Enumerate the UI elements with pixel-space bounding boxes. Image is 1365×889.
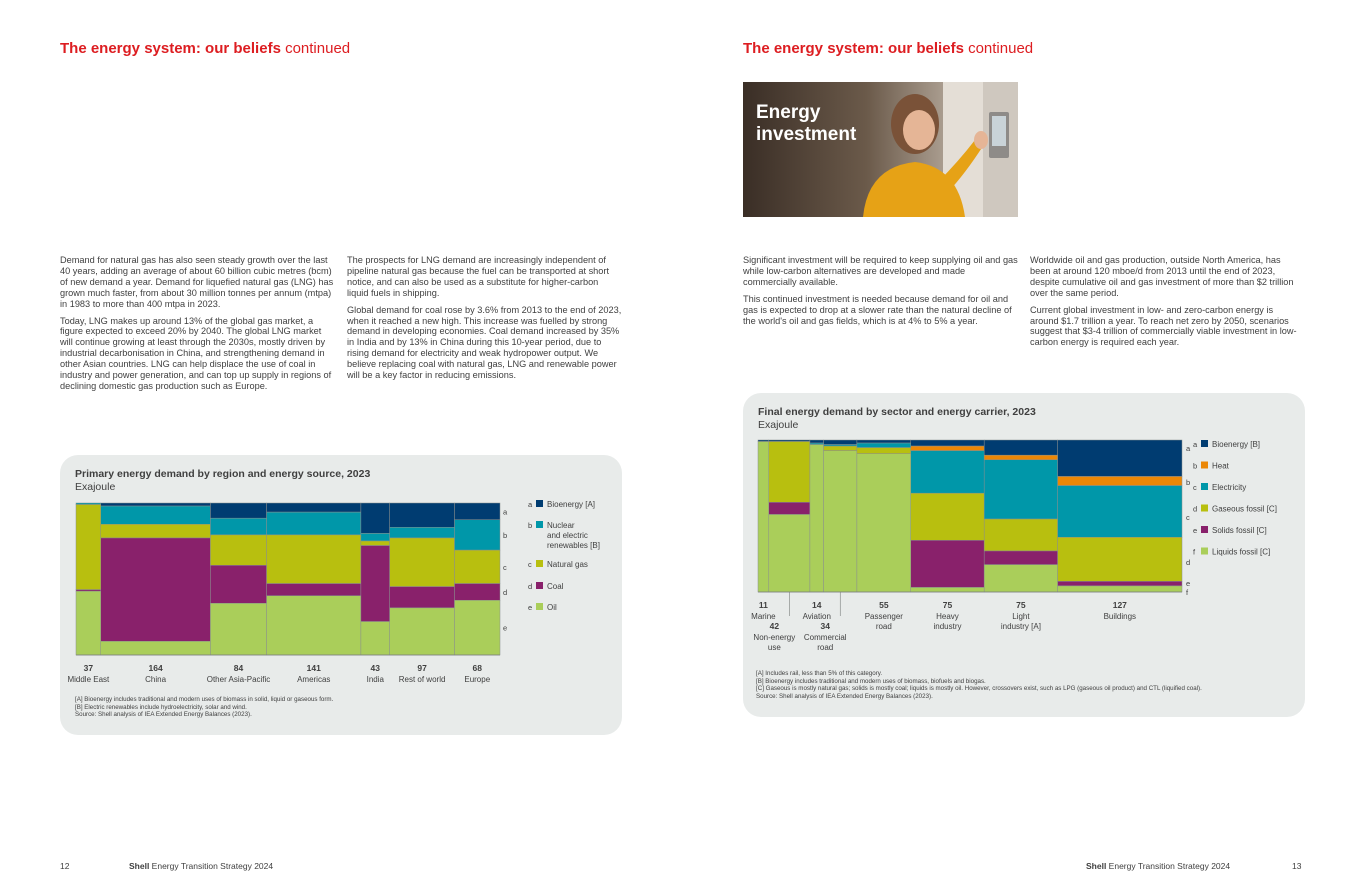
segment-letter: b <box>1186 478 1191 487</box>
segment-letter: a <box>503 507 508 517</box>
legend-letter: d <box>528 582 533 591</box>
bar-segment <box>267 596 361 655</box>
legend-swatch <box>536 500 543 507</box>
bar-segment <box>267 584 361 596</box>
chart-source: Source: Shell analysis of IEA Extended Energy Balances (2023). <box>75 711 252 719</box>
bar-segment <box>911 440 984 446</box>
chart-panel-final-energy <box>743 393 1305 717</box>
chart-unit: Exajoule <box>75 481 116 493</box>
text-column-1 <box>743 255 1019 332</box>
category-label: Passenger <box>864 612 903 621</box>
footnote: [B] Bioenergy includes traditional and modern uses of biomass, biofuels and biogas. <box>756 677 986 685</box>
bar-segment <box>267 512 361 535</box>
legend-label: Nuclear <box>547 521 575 530</box>
bar-segment <box>210 603 266 655</box>
legend-label: Bioenergy [B] <box>1212 440 1261 449</box>
bar-segment <box>101 538 211 641</box>
category-label: Marine <box>751 612 776 621</box>
bar-segment <box>911 587 984 592</box>
bar-segment <box>361 546 390 622</box>
bar-segment <box>769 442 810 503</box>
footnote: [A] Includes rail, less than 5% of this category. <box>756 670 883 677</box>
bar-segment <box>1058 537 1182 581</box>
legend-label: Electricity <box>1212 483 1247 492</box>
right-page <box>683 0 1365 889</box>
legend-letter: e <box>1193 526 1198 535</box>
bar-segment <box>911 451 984 494</box>
legend-letter: d <box>1193 504 1198 514</box>
category-total: 75 <box>942 600 953 610</box>
bar-segment <box>210 535 266 565</box>
page-number: 12 <box>60 861 70 871</box>
page-heading <box>743 40 1033 57</box>
category-total: 84 <box>233 663 244 673</box>
bar-segment <box>1058 476 1182 485</box>
legend-letter: a <box>1193 440 1198 449</box>
category-label: industry [A] <box>1000 622 1041 631</box>
page-number: 13 <box>1292 861 1302 871</box>
legend-swatch <box>1201 548 1208 555</box>
category-label: industry <box>933 622 962 631</box>
segment-letter: c <box>503 562 507 572</box>
brand-name: Shell <box>129 861 150 871</box>
bar-segment <box>455 550 500 583</box>
bar-segment <box>267 535 361 584</box>
bar-segment <box>455 520 500 550</box>
chart-footnotes <box>756 670 1202 700</box>
bar-segment <box>267 503 361 512</box>
legend-swatch <box>536 603 543 610</box>
legend-swatch <box>536 560 543 567</box>
segment-letter: d <box>503 587 508 597</box>
bar-segment <box>455 600 500 655</box>
paragraph: Demand for natural gas has also seen steady growth over the last 40 years, adding an average of about 60 billion cubic metres (bcm) of new demand a year. Demand for liquefied natural gas (LNG) has grown much faster, from about 30 million tonnes per annum (mtpa) in 1983 to more than 400 mtpa in 2023. <box>60 255 334 309</box>
category-total: 127 <box>1112 600 1127 610</box>
category-label: Middle East <box>67 675 110 684</box>
bar-segment <box>361 533 390 541</box>
bar-segment <box>361 622 390 655</box>
category-label: Heavy <box>936 612 959 621</box>
segment-letter: c <box>1186 513 1190 522</box>
report-title: Energy Transition Strategy 2024 <box>149 861 274 871</box>
paragraph: The prospects for LNG demand are increasingly independent of pipeline natural gas because the fuel can be transported at short notice, and can also be used as a substitute for higher-carbon liquid fuels in shipping. <box>347 255 610 298</box>
category-total: 11 <box>758 600 768 610</box>
bar-segment <box>984 460 1057 519</box>
bar-segment <box>390 527 455 538</box>
chart-title: Final energy demand by sector and energy carrier, 2023 <box>758 406 1036 418</box>
heading-bold: The energy system: our beliefs <box>60 40 281 57</box>
legend-letter: e <box>528 603 533 612</box>
category-label: Non-energy <box>753 633 796 642</box>
bar-segment <box>824 440 857 445</box>
bar-segment <box>824 446 857 451</box>
category-label: road <box>817 643 834 652</box>
paragraph: Current global investment in low- and zero-carbon energy is around $1.7 trillion a year. To reach net zero by 2050, scenarios suggest that $3-4 trillion of commercially viable investment in low-carbon energy is required each year. <box>1030 304 1297 348</box>
bar-segment <box>769 502 810 514</box>
chart-footnotes <box>75 696 333 719</box>
bar-segment <box>810 445 824 592</box>
category-total: 37 <box>83 663 94 673</box>
bar-segment <box>1058 581 1182 586</box>
bar-segment <box>984 519 1057 551</box>
heading-continued: continued <box>280 40 351 57</box>
legend-label: Natural gas <box>547 560 588 569</box>
legend-swatch <box>1201 440 1208 447</box>
footer-brand <box>1086 861 1230 871</box>
bar-segment <box>984 455 1057 460</box>
bar-segment <box>455 584 500 601</box>
text-column-1 <box>60 255 335 398</box>
bar-segment <box>210 565 266 603</box>
category-total: 55 <box>879 600 889 610</box>
legend-letter: f <box>1193 547 1196 557</box>
legend-swatch <box>1201 505 1208 512</box>
category-label: Rest of world <box>398 675 446 684</box>
footnote: [B] Electric renewables include hydroelectricity, solar and wind. <box>75 703 247 711</box>
category-label: Other Asia-Pacific <box>206 675 271 684</box>
photo-caption <box>756 102 906 146</box>
heading-bold: The energy system: our beliefs <box>743 40 964 57</box>
bar-segment <box>390 538 455 587</box>
legend-swatch <box>1201 526 1208 533</box>
footer-brand <box>129 861 273 871</box>
category-total: 43 <box>370 663 381 673</box>
bar-segment <box>911 540 984 587</box>
bar-segment <box>857 440 911 443</box>
chart-source: Source: Shell analysis of IEA Extended Energy Balances (2023). <box>756 692 933 700</box>
category-label: Light <box>1012 612 1030 621</box>
category-label: road <box>875 622 892 631</box>
energy-investment-photo <box>743 82 1018 217</box>
bar-segment <box>857 443 911 448</box>
bar-segment <box>1058 586 1182 592</box>
legend-letter: c <box>1193 483 1197 492</box>
bar-segment <box>390 587 455 608</box>
segment-letter: a <box>1186 444 1191 453</box>
chart-final-energy <box>743 393 1305 717</box>
paragraph: Today, LNG makes up around 13% of the global gas market, a figure expected to exceed 20% by 2040. The global LNG market will continue growing at least through the 2030s, mostly driven by industrial decarbonisation in China, and strengthening demand in other Asian countries. LNG can help displace the use of coal in industry and power generation, and can top up supply in regions of declining domestic gas production such as Europe. <box>60 315 332 391</box>
legend-swatch <box>536 582 543 589</box>
legend-label: Solids fossil [C] <box>1212 526 1267 535</box>
bar-segment <box>390 503 455 527</box>
legend-label: Liquids fossil [C] <box>1212 547 1271 557</box>
paragraph: Significant investment will be required to keep supplying oil and gas while low-carbon alternatives are developed and made commercially available. <box>743 255 1018 287</box>
category-total: 141 <box>306 663 321 673</box>
legend-swatch <box>1201 462 1208 469</box>
bar-segment <box>857 454 911 592</box>
chart-panel-primary-energy <box>60 455 622 735</box>
text-column-2 <box>1030 255 1300 354</box>
category-label: Aviation <box>802 612 831 621</box>
chart-unit: Exajoule <box>758 419 799 431</box>
paragraph: Global demand for coal rose by 3.6% from 2013 to the end of 2023, when it reached a new high. This increase was fuelled by strong demand in developing economies. Coal demand increased by 35% in India and by 13% in China during this 10-year period, due to rising demand for electricity and weak hydropower output. We believe replacing coal with natural gas, LNG and renewable power will be a key factor in reducing emissions. <box>347 304 622 381</box>
bar-segment <box>758 442 769 592</box>
bar-segment <box>984 551 1057 565</box>
category-label: Europe <box>464 675 491 684</box>
category-total: 97 <box>417 663 427 673</box>
legend-label: Heat <box>1212 461 1229 471</box>
bar-segment <box>911 446 984 451</box>
bar-segment <box>984 565 1057 592</box>
heading-continued: continued <box>963 40 1034 57</box>
bar-segment <box>361 503 390 533</box>
bar-segment <box>857 448 911 454</box>
category-label: Americas <box>297 675 331 684</box>
bar-segment <box>824 451 857 592</box>
bar-segment <box>390 608 455 655</box>
category-label: use <box>767 643 781 652</box>
category-label: China <box>145 675 167 684</box>
bar-segment <box>101 503 211 506</box>
legend-swatch <box>1201 483 1208 490</box>
report-title: Energy Transition Strategy 2024 <box>1106 861 1231 871</box>
legend-letter: a <box>528 500 533 509</box>
category-total: 75 <box>1016 600 1026 610</box>
bar-segment <box>1058 486 1182 538</box>
text-column-2 <box>347 255 622 387</box>
segment-letter: f <box>1186 588 1189 597</box>
bar-segment <box>1058 440 1182 476</box>
bar-segment <box>101 524 211 538</box>
bar-segment <box>455 503 500 520</box>
legend-label: Gaseous fossil [C] <box>1212 504 1277 514</box>
legend-letter: b <box>1193 461 1198 471</box>
bar-segment <box>810 440 824 443</box>
chart-primary-energy <box>60 455 622 735</box>
category-total: 68 <box>472 663 482 673</box>
legend-letter: c <box>528 560 532 569</box>
bar-segment <box>361 541 390 546</box>
segment-letter: e <box>503 623 508 633</box>
segment-letter: d <box>1186 558 1191 567</box>
category-label: Buildings <box>1103 612 1137 621</box>
left-page <box>0 0 682 889</box>
legend-label: and electric <box>547 531 588 540</box>
bar-segment <box>76 505 101 590</box>
category-total: 14 <box>812 600 822 610</box>
brand-name: Shell <box>1086 861 1107 871</box>
photo-caption-line: investment <box>756 124 857 145</box>
category-total: 164 <box>148 663 163 673</box>
legend-swatch <box>536 521 543 528</box>
bar-segment <box>76 591 101 655</box>
legend-letter: b <box>528 521 533 530</box>
legend-label: renewables [B] <box>547 541 600 550</box>
page-heading <box>60 40 350 57</box>
bar-segment <box>101 641 211 655</box>
legend-label: Coal <box>547 582 564 591</box>
bar-segment <box>210 518 266 535</box>
bar-segment <box>210 503 266 518</box>
segment-letter: e <box>1186 579 1191 588</box>
bar-segment <box>984 440 1057 455</box>
footnote: [A] Bioenergy includes traditional and modern uses of biomass in solid, liquid or gaseous form. <box>75 696 334 703</box>
paragraph: This continued investment is needed because demand for oil and gas is expected to drop at a slower rate than the natural decline of the world's oil and gas fields, which is at 4% to 5% a year. <box>743 293 1012 326</box>
legend-label: Oil <box>547 603 557 612</box>
category-total: 34 <box>820 621 830 631</box>
legend-label: Bioenergy [A] <box>547 500 596 509</box>
bar-segment <box>769 514 810 592</box>
category-label: Commercial <box>803 633 847 642</box>
bar-segment <box>911 493 984 540</box>
segment-letter: b <box>503 530 508 540</box>
bar-segment <box>101 506 211 524</box>
paragraph: Worldwide oil and gas production, outside North America, has been at around 120 mboe/d from 2013 until the end of 2023, despite cumulative oil and gas investment of more than $2 trillion over the same period. <box>1030 255 1294 298</box>
category-total: 42 <box>769 621 780 631</box>
footnote: [C] Gaseous is mostly natural gas; solids is mostly coal; liquids is mostly oil. However, crossovers exist, such as LPG (gaseous oil product) and CTL (liquified coal). <box>756 685 1202 693</box>
chart-title: Primary energy demand by region and energy source, 2023 <box>75 468 371 480</box>
photo-caption-line: Energy <box>756 102 821 123</box>
category-label: India <box>366 675 384 684</box>
